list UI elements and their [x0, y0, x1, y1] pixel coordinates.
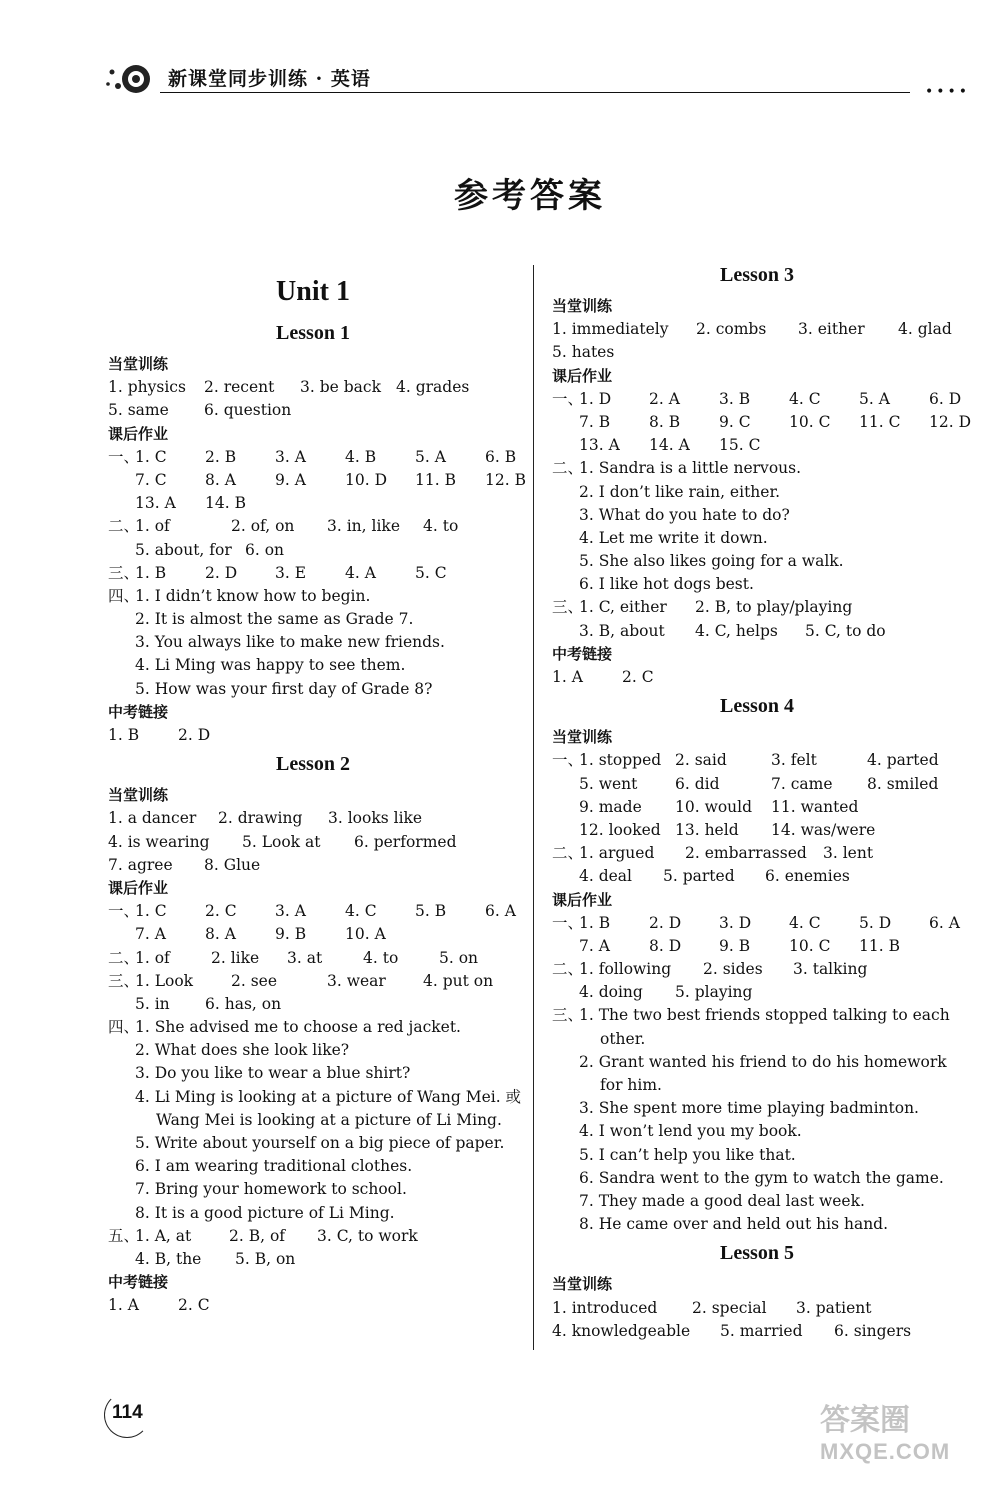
- answer-row: [108, 831, 518, 854]
- answer: 3. D: [719, 913, 752, 932]
- answer-row: [108, 1202, 518, 1225]
- answer-row: [108, 1086, 522, 1109]
- header-dots: ••••: [924, 84, 970, 100]
- answer: 6. did: [675, 774, 720, 793]
- sentence-answer: 5. Write about yourself on a big piece of paper.: [135, 1134, 505, 1152]
- answer: 12. looked: [579, 820, 661, 839]
- answer-row: [108, 608, 518, 631]
- answer: 3. felt: [771, 751, 817, 770]
- part-number: 三、: [552, 598, 584, 617]
- answer: 10. C: [789, 412, 831, 431]
- answer: 6. A: [929, 913, 960, 932]
- answer: 3. at: [287, 948, 323, 967]
- answer: 8. B: [649, 412, 681, 431]
- sentence-answer: 7. They made a good deal last week.: [579, 1191, 865, 1210]
- answer-row: [552, 1051, 962, 1074]
- answer-row: [552, 1028, 962, 1051]
- answer: 11. wanted: [771, 797, 859, 816]
- answer: 6. performed: [354, 832, 457, 851]
- answer: 2. like: [211, 948, 260, 967]
- answer: 8. D: [649, 936, 682, 955]
- sentence-answer: 5. She also likes going for a walk.: [579, 552, 844, 571]
- sentence-answer: for him.: [600, 1076, 662, 1094]
- section-heading: 课后作业: [552, 366, 613, 385]
- answer: 5. about, for: [135, 540, 232, 559]
- answer: 4. C: [345, 902, 377, 921]
- section-heading: 当堂训练: [108, 786, 169, 805]
- lesson-title: Lesson 1: [276, 322, 350, 344]
- answer-row: [552, 981, 962, 1004]
- answer-row: [552, 865, 962, 888]
- answer: 2. drawing: [218, 809, 303, 828]
- column-divider: [533, 265, 534, 1350]
- answer-row: [108, 1062, 518, 1085]
- answer-row: [552, 1167, 962, 1190]
- answer: 3. lent: [823, 844, 874, 863]
- answer: 1. B: [135, 563, 167, 582]
- answer-row: [108, 1039, 518, 1062]
- answer: 14. was/were: [771, 820, 876, 839]
- answer-row: [552, 935, 962, 958]
- answer: 6. enemies: [765, 867, 850, 886]
- answer: 13. held: [675, 820, 739, 839]
- part-number: 一、: [108, 902, 140, 921]
- answer-row: [108, 469, 526, 492]
- answer: 4. to: [363, 948, 399, 967]
- answer: 1. of: [135, 517, 170, 536]
- part-number: 二、: [552, 459, 584, 478]
- sentence-answer: 1. She advised me to choose a red jacket.: [135, 1018, 461, 1037]
- answer: 4. knowledgeable: [552, 1321, 691, 1340]
- part-number: 二、: [108, 948, 140, 967]
- lesson-title: Lesson 5: [720, 1242, 794, 1265]
- answer: 5. Look at: [242, 832, 321, 851]
- answer: 1. argued: [579, 844, 655, 863]
- book-series-title: 新课堂同步训练 · 英语: [168, 68, 371, 90]
- answer: 1. A: [108, 1296, 139, 1315]
- answer: 5. parted: [663, 867, 735, 886]
- answer: 5. B: [415, 902, 447, 921]
- part-number: 三、: [552, 1006, 584, 1025]
- answer: 6. has, on: [205, 994, 282, 1013]
- answer-row: [552, 527, 962, 550]
- answer: 14. A: [649, 436, 690, 455]
- answer-row: [552, 796, 962, 819]
- answer-row: [552, 620, 962, 643]
- answer-row: [108, 1109, 518, 1132]
- answer: 3. patient: [796, 1298, 872, 1317]
- sentence-answer: Wang Mei is looking at a picture of Li Ming.: [156, 1110, 502, 1129]
- answer: 1. D: [579, 389, 612, 408]
- answer: 11. C: [859, 412, 901, 431]
- answer-row: [552, 819, 962, 842]
- answer: 7. B: [579, 412, 611, 431]
- sentence-answer: 2. Grant wanted his friend to do his homework: [579, 1052, 947, 1071]
- answer-row: [552, 1190, 962, 1213]
- sentence-answer: 1. The two best friends stopped talking to each: [579, 1006, 950, 1025]
- part-number: 五、: [108, 1226, 140, 1245]
- section-heading: 当堂训练: [552, 297, 613, 315]
- sentence-answer: 8. It is a good picture of Li Ming.: [135, 1203, 395, 1222]
- answer: 12. D: [929, 412, 972, 431]
- answer-row: [552, 596, 962, 619]
- answer-row: [552, 434, 962, 457]
- sentence-answer: 2. What does she look like?: [135, 1041, 350, 1060]
- answer: 6. A: [485, 902, 516, 921]
- answer: 4. is wearing: [108, 832, 210, 851]
- answer: 11. B: [859, 936, 900, 955]
- answer: 15. C: [719, 436, 761, 455]
- answer: 1. B: [579, 913, 611, 932]
- answer: 10. A: [345, 925, 386, 944]
- answer: 6. singers: [834, 1321, 912, 1340]
- answer-row: [552, 1004, 962, 1027]
- answer: 5. C: [415, 563, 447, 582]
- answer: 3. in, like: [327, 517, 400, 536]
- answer: 4. B: [345, 447, 377, 466]
- answer: 5. playing: [675, 983, 753, 1002]
- answer-row: [108, 1294, 518, 1317]
- answer: 13. A: [579, 436, 620, 455]
- answer: 6. question: [204, 401, 292, 420]
- page-title: 参考答案: [454, 176, 606, 216]
- answer-row: [108, 446, 518, 469]
- sentence-answer: 5. How was your first day of Grade 8?: [135, 679, 433, 698]
- answer: 2. C: [205, 902, 237, 921]
- lesson-title: Lesson 2: [276, 753, 350, 776]
- answer-row: [552, 481, 962, 504]
- answer: 2. B, of: [229, 1226, 286, 1245]
- sentence-answer: 5. I can’t help you like that.: [579, 1145, 796, 1164]
- answer: 5. hates: [552, 343, 615, 362]
- answer: 4. put on: [423, 971, 494, 990]
- answer-row: [108, 1225, 518, 1248]
- answer-row: [552, 550, 962, 573]
- answer-row: [552, 1097, 962, 1120]
- answer-row: [552, 504, 962, 527]
- answer: 2. C: [622, 668, 654, 686]
- answer-row: [108, 807, 518, 830]
- answer: 5. married: [720, 1321, 803, 1340]
- answer: 3. B: [719, 389, 751, 408]
- answer: 1. A, at: [135, 1226, 192, 1245]
- answer: 5. C, to do: [805, 621, 886, 640]
- answer-row: [108, 1248, 518, 1271]
- answer: 2. A: [649, 389, 680, 408]
- answer-row: [108, 562, 518, 585]
- answer: 9. A: [275, 470, 306, 489]
- answer: 5. B, on: [235, 1249, 296, 1268]
- answer: 5. in: [135, 994, 170, 1013]
- sentence-answer: 2. It is almost the same as Grade 7.: [135, 610, 414, 629]
- answer: 3. talking: [793, 960, 868, 979]
- answer-row: [552, 958, 962, 981]
- answer: 3. C, to work: [317, 1226, 418, 1245]
- answer-row: [552, 1320, 962, 1343]
- answer: 1. C, either: [579, 598, 667, 617]
- sentence-answer: 7. Bring your homework to school.: [135, 1180, 407, 1199]
- answer: 2. D: [178, 726, 211, 744]
- answer: 8. A: [205, 470, 236, 489]
- answer: 1. immediately: [552, 320, 669, 339]
- answer: 2. B, to play/playing: [695, 598, 853, 617]
- sentence-answer: 6. Sandra went to the gym to watch the game.: [579, 1168, 944, 1187]
- answer: 3. either: [798, 320, 865, 339]
- section-heading: 当堂训练: [552, 1275, 613, 1294]
- part-number: 二、: [552, 844, 584, 863]
- answer: 2. special: [692, 1298, 767, 1317]
- part-number: 二、: [108, 517, 140, 536]
- sentence-answer: 8. He came over and held out his hand.: [579, 1215, 889, 1234]
- answer: 3. A: [275, 447, 306, 466]
- answer: 2. said: [675, 751, 727, 770]
- answer: 1. C: [135, 902, 167, 921]
- answer-row: [108, 1132, 518, 1155]
- part-number: 四、: [108, 1018, 140, 1037]
- answer-row: [552, 573, 962, 596]
- answer: 7. A: [135, 925, 166, 944]
- answer-row: [552, 341, 962, 364]
- answer: 5. on: [439, 948, 479, 967]
- section-heading: 当堂训练: [108, 355, 169, 373]
- answer: 1. B: [108, 726, 140, 744]
- sentence-answer: 3. What do you hate to do?: [579, 505, 790, 524]
- part-number: 一、: [552, 751, 584, 770]
- answer: 2. recent: [204, 378, 275, 397]
- sentence-answer: other.: [600, 1029, 646, 1048]
- answer-row: [552, 388, 962, 411]
- header-rule: [160, 92, 910, 93]
- answer-row: [108, 399, 518, 422]
- part-number: 一、: [552, 389, 584, 408]
- answer: 2. embarrassed: [685, 844, 807, 863]
- answer: 2. of, on: [231, 517, 295, 536]
- answer: 11. B: [415, 470, 456, 489]
- answer: 9. C: [719, 412, 751, 431]
- answer: 1. of: [135, 948, 170, 967]
- answer-row: [108, 1178, 518, 1201]
- answer-row: [108, 515, 518, 538]
- answer: 2. C: [178, 1296, 210, 1315]
- answer-row: [552, 318, 962, 341]
- answer: 4. doing: [579, 983, 643, 1002]
- section-heading: 课后作业: [108, 878, 169, 897]
- lesson-title: Lesson 4: [720, 695, 794, 718]
- answer: 2. D: [649, 913, 682, 932]
- sentence-answer: 3. You always like to make new friends.: [135, 633, 445, 652]
- answer-row: [552, 912, 962, 935]
- answer-row: [552, 749, 962, 772]
- answer: 2. B: [205, 447, 237, 466]
- part-number: 一、: [108, 447, 140, 466]
- answer: 1. physics: [108, 378, 186, 397]
- answer: 5. A: [859, 389, 890, 408]
- part-number: 三、: [108, 971, 140, 990]
- answer-row: [108, 376, 518, 399]
- answer-row: [108, 724, 518, 747]
- sentence-answer: 1. Sandra is a little nervous.: [579, 459, 802, 478]
- answer-row: [108, 654, 518, 677]
- part-number: 四、: [108, 586, 140, 605]
- answer: 6. B: [485, 447, 517, 466]
- answer: 4. deal: [579, 867, 633, 886]
- answer: 1. Look: [135, 971, 194, 990]
- sentence-answer: 4. Li Ming is looking at a picture of Wang Mei. 或: [135, 1087, 522, 1106]
- answer: 9. B: [275, 925, 307, 944]
- answer: 9. B: [719, 936, 751, 955]
- answer: 3. E: [275, 563, 307, 582]
- answer-row: [552, 842, 962, 865]
- answer: 4. C, helps: [695, 621, 778, 640]
- lesson-title: Lesson 3: [720, 264, 794, 286]
- part-number: 一、: [552, 913, 584, 932]
- answer: 5. A: [415, 447, 446, 466]
- answer-row: [552, 1144, 962, 1167]
- answer: 4. parted: [867, 751, 939, 770]
- answer: 4. glad: [898, 320, 952, 339]
- answer: 1. following: [579, 960, 672, 979]
- answer: 8. smiled: [867, 774, 939, 793]
- answer-row: [552, 457, 962, 480]
- answer-row: [108, 947, 518, 970]
- answer: 3. looks like: [328, 809, 423, 828]
- answer: 7. agree: [108, 855, 173, 874]
- section-heading: 中考链接: [108, 1273, 169, 1292]
- answer-row: [108, 854, 518, 877]
- answer-row: [108, 970, 518, 993]
- section-heading: 中考链接: [552, 644, 613, 663]
- left-column: [108, 258, 526, 1318]
- answer: 8. Glue: [204, 855, 261, 874]
- answer: 2. see: [231, 971, 278, 990]
- page-header: [100, 58, 970, 98]
- page-number: 114: [112, 1402, 143, 1423]
- answer-row: [108, 1016, 518, 1039]
- answer: 1. stopped: [579, 751, 662, 770]
- answer: 9. made: [579, 797, 642, 816]
- answer-row: [552, 411, 972, 434]
- answer: 7. C: [135, 470, 167, 489]
- answer: 4. to: [423, 517, 459, 536]
- answer-row: [108, 631, 518, 654]
- answer: 14. B: [205, 494, 246, 513]
- answer: 5. same: [108, 401, 169, 420]
- answer-row: [552, 1297, 962, 1320]
- sentence-answer: 3. She spent more time playing badminton.: [579, 1099, 919, 1118]
- answer-row: [552, 773, 962, 796]
- answer-row: [552, 666, 962, 689]
- answer: 3. wear: [327, 971, 386, 990]
- answer-row: [108, 678, 518, 701]
- answer-row: [108, 923, 518, 946]
- sentence-answer: 3. Do you like to wear a blue shirt?: [135, 1064, 411, 1083]
- section-heading: 中考链接: [108, 702, 169, 721]
- answer: 1. A: [552, 668, 583, 686]
- sentence-answer: 4. Li Ming was happy to see them.: [135, 656, 406, 675]
- sentence-answer: 4. I won’t lend you my book.: [579, 1122, 802, 1141]
- sentence-answer: 4. Let me write it down.: [579, 528, 768, 547]
- answer: 6. on: [245, 540, 285, 559]
- sentence-answer: 6. I like hot dogs best.: [579, 575, 754, 594]
- answer: 4. A: [345, 563, 376, 582]
- answer: 10. D: [345, 470, 388, 489]
- answer: 3. be back: [300, 378, 381, 397]
- answer: 5. went: [579, 774, 638, 793]
- book-logo-icon: [104, 62, 154, 96]
- answer: 10. would: [675, 797, 753, 816]
- watermark-bottom: MXQE.COM: [820, 1439, 951, 1464]
- part-number: 三、: [108, 563, 140, 582]
- answer: 7. came: [771, 774, 833, 793]
- answer: 5. D: [859, 913, 892, 932]
- answer: 2. combs: [696, 320, 767, 339]
- answer: 2. sides: [703, 960, 763, 979]
- section-heading: 当堂训练: [552, 728, 613, 747]
- unit-title: Unit 1: [276, 276, 350, 307]
- answer: 4. C: [789, 913, 821, 932]
- answer: 3. B, about: [579, 621, 665, 640]
- answer: 4. B, the: [135, 1249, 202, 1268]
- answer: 2. D: [205, 563, 238, 582]
- answer: 1. C: [135, 447, 167, 466]
- answer: 6. D: [929, 389, 962, 408]
- answer: 1. a dancer: [108, 809, 197, 828]
- sentence-answer: 2. I don’t like rain, either.: [579, 482, 781, 501]
- sentence-answer: 6. I am wearing traditional clothes.: [135, 1157, 413, 1176]
- answer-row: [552, 1213, 962, 1236]
- answer-row: [108, 900, 518, 923]
- answer: 10. C: [789, 936, 831, 955]
- answer-row: [552, 1074, 962, 1097]
- part-number: 二、: [552, 960, 584, 979]
- answer: 4. grades: [396, 378, 470, 397]
- section-heading: 课后作业: [552, 890, 613, 909]
- watermark-top: 答案圈: [820, 1403, 910, 1438]
- sentence-answer: 1. I didn’t know how to begin.: [135, 586, 371, 605]
- answer: 8. A: [205, 925, 236, 944]
- answer: 12. B: [485, 470, 526, 489]
- answer-row: [108, 1155, 518, 1178]
- watermark-logo: [820, 1395, 980, 1475]
- answer: 4. C: [789, 389, 821, 408]
- answer: 13. A: [135, 494, 176, 513]
- section-heading: 课后作业: [108, 424, 169, 443]
- answer-row: [108, 585, 518, 608]
- answer-row: [108, 539, 518, 562]
- answer-row: [552, 1120, 962, 1143]
- answer-row: [108, 993, 518, 1016]
- answer-row: [108, 492, 518, 515]
- right-column: [552, 258, 972, 1343]
- answer: 1. introduced: [552, 1298, 658, 1317]
- answer: 3. A: [275, 902, 306, 921]
- answer: 7. A: [579, 936, 610, 955]
